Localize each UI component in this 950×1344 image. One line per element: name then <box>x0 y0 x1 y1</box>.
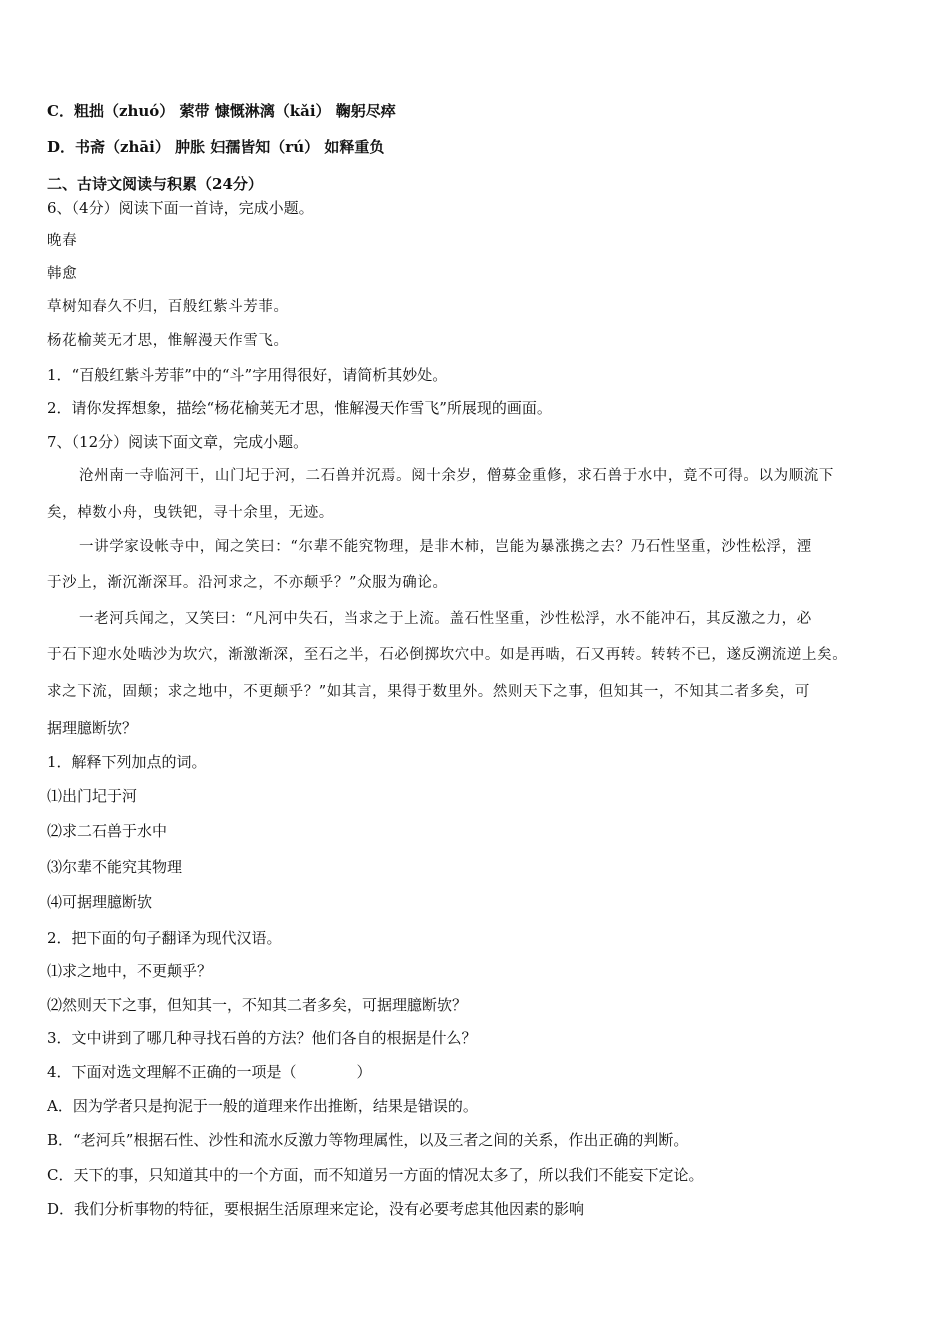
list-item: ⑶尔辈不能究其物理 <box>47 858 183 876</box>
option-d: D．书斋（zhāi） 肿胀 妇孺皆知（rú） 如释重负 <box>47 138 385 156</box>
q7-stem: 7、（12分）阅读下面文章，完成小题。 <box>47 433 309 451</box>
q7-sub3: 3．文中讲到了哪几种寻找石兽的方法？他们各自的根据是什么？ <box>47 1029 477 1047</box>
list-item: ⑵求二石兽于水中 <box>47 822 168 840</box>
poem-line-2: 杨花榆荚无才思，惟解漫天作雪飞。 <box>47 333 289 349</box>
choice-d: D．我们分析事物的特征，要根据生活原理来定论，没有必要考虑其他因素的影响 <box>47 1200 585 1218</box>
q7-sub1: 1．解释下列加点的词。 <box>47 753 207 771</box>
passage-p1b: 矣，棹数小舟，曳铁钯，寻十余里，无迹。 <box>47 505 334 521</box>
passage-p3d: 据理臆断欤？ <box>47 719 138 737</box>
passage-p3b: 于石下迎水处啮沙为坎穴，渐激渐深，至石之半，石必倒掷坎穴中。如是再啮，石又再转。转转不已，遂反溯流逆上矣。 <box>47 647 848 663</box>
q7-sub2: 2．把下面的句子翻译为现代汉语。 <box>47 929 282 947</box>
passage-p3c: 求之下流，固颠；求之地中，不更颠乎？”如其言，果得于数里外。然则天下之事，但知其一，不知其二者多矣，可 <box>47 684 811 700</box>
choice-b: B．“老河兵”根据石性、沙性和流水反激力等物理属性，以及三者之间的关系，作出正确的判断。 <box>47 1131 689 1149</box>
list-item: ⑴出门圮于河 <box>47 787 138 805</box>
poem-title: 晚春 <box>47 233 78 249</box>
q6-sub1: 1．“百般红紫斗芳菲”中的“斗”字用得很好，请简析其妙处。 <box>47 366 448 384</box>
list-item: ⑵然则天下之事，但知其一，不知其二者多矣，可据理臆断欤？ <box>47 996 468 1014</box>
passage-p1a: 沧州南一寺临河干，山门圮于河，二石兽并沉焉。阅十余岁，僧募金重修，求石兽于水中，竟不可得。以为顺流下 <box>79 468 834 484</box>
list-item: ⑷可据理臆断欤 <box>47 893 153 911</box>
passage-p2a: 一讲学家设帐寺中，闻之笑曰：“尔辈不能究物理，是非木柿，岂能为暴涨携之去？乃石性坚重，沙性松浮，湮 <box>79 539 812 555</box>
q6-stem: 6、（4分）阅读下面一首诗，完成小题。 <box>47 199 314 217</box>
choice-c: C．天下的事，只知道其中的一个方面，而不知道另一方面的情况太多了，所以我们不能妄下定论。 <box>47 1166 704 1184</box>
section-title: 二、古诗文阅读与积累（24分） <box>47 175 263 193</box>
q7-sub4: 4．下面对选文理解不正确的一项是（ ） <box>47 1063 372 1081</box>
list-item: ⑴求之地中，不更颠乎？ <box>47 962 213 980</box>
poem-line-1: 草树知春久不归，百般红紫斗芳菲。 <box>47 299 289 315</box>
q6-sub2: 2．请你发挥想象，描绘“杨花榆荚无才思，惟解漫天作雪飞”所展现的画面。 <box>47 399 552 417</box>
passage-p2b: 于沙上，渐沉渐深耳。沿河求之，不亦颠乎？”众服为确论。 <box>47 575 448 591</box>
option-c: C．粗拙（zhuó） 萦带 慷慨淋漓（kǎi） 鞠躬尽瘁 <box>47 102 396 120</box>
choice-a: A．因为学者只是拘泥于一般的道理来作出推断，结果是错误的。 <box>47 1097 478 1115</box>
passage-p3a: 一老河兵闻之，又笑曰：“凡河中失石，当求之于上流。盖石性坚重，沙性松浮，水不能冲石，其反激之力，必 <box>79 611 812 627</box>
poem-author: 韩愈 <box>47 266 78 282</box>
